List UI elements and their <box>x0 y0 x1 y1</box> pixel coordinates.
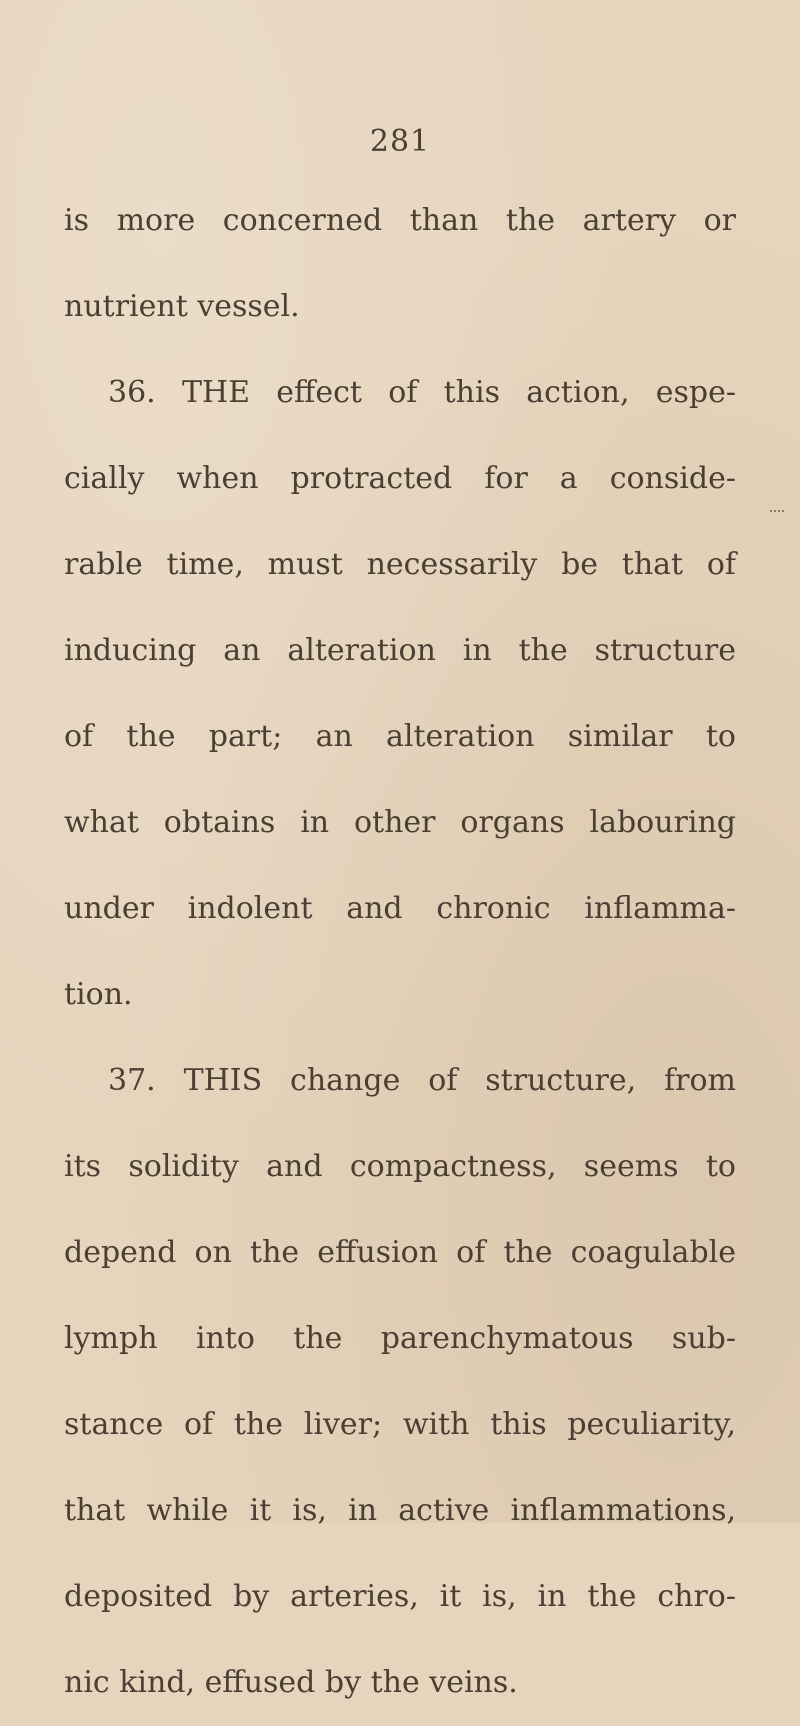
paragraph-37-first-line: 37. THIS change of structure, from <box>108 1063 736 1098</box>
text-line: nutrient vessel. <box>64 289 300 324</box>
text-line: nic kind, effused by the veins. <box>64 1665 518 1700</box>
text-line: under indolent and chronic inflamma- <box>64 891 736 926</box>
text-line: what obtains in other organs labouring <box>64 805 736 840</box>
text-line: rable time, must necessarily be that of <box>64 547 736 582</box>
text-line: its solidity and compactness, seems to <box>64 1149 736 1184</box>
text-line: stance of the liver; with this peculiarity, <box>64 1407 736 1442</box>
text-line: is more concerned than the artery or <box>64 203 736 238</box>
paragraph-36-first-line: 36. THE effect of this action, espe- <box>108 375 736 410</box>
text-line: of the part; an alteration similar to <box>64 719 736 754</box>
text-line: cially when protracted for a conside- <box>64 461 736 496</box>
text-line: deposited by arteries, it is, in the chro- <box>64 1579 736 1614</box>
text-line: tion. <box>64 977 133 1012</box>
text-line: lymph into the parenchymatous sub- <box>64 1321 736 1356</box>
page-number: 281 <box>369 124 431 159</box>
body-text <box>64 178 736 1726</box>
text-line: that while it is, in active inflammations, <box>64 1493 736 1528</box>
text-line: depend on the effusion of the coagulable <box>64 1235 736 1270</box>
text-line: inducing an alteration in the structure <box>64 633 736 668</box>
margin-mark <box>770 510 784 516</box>
